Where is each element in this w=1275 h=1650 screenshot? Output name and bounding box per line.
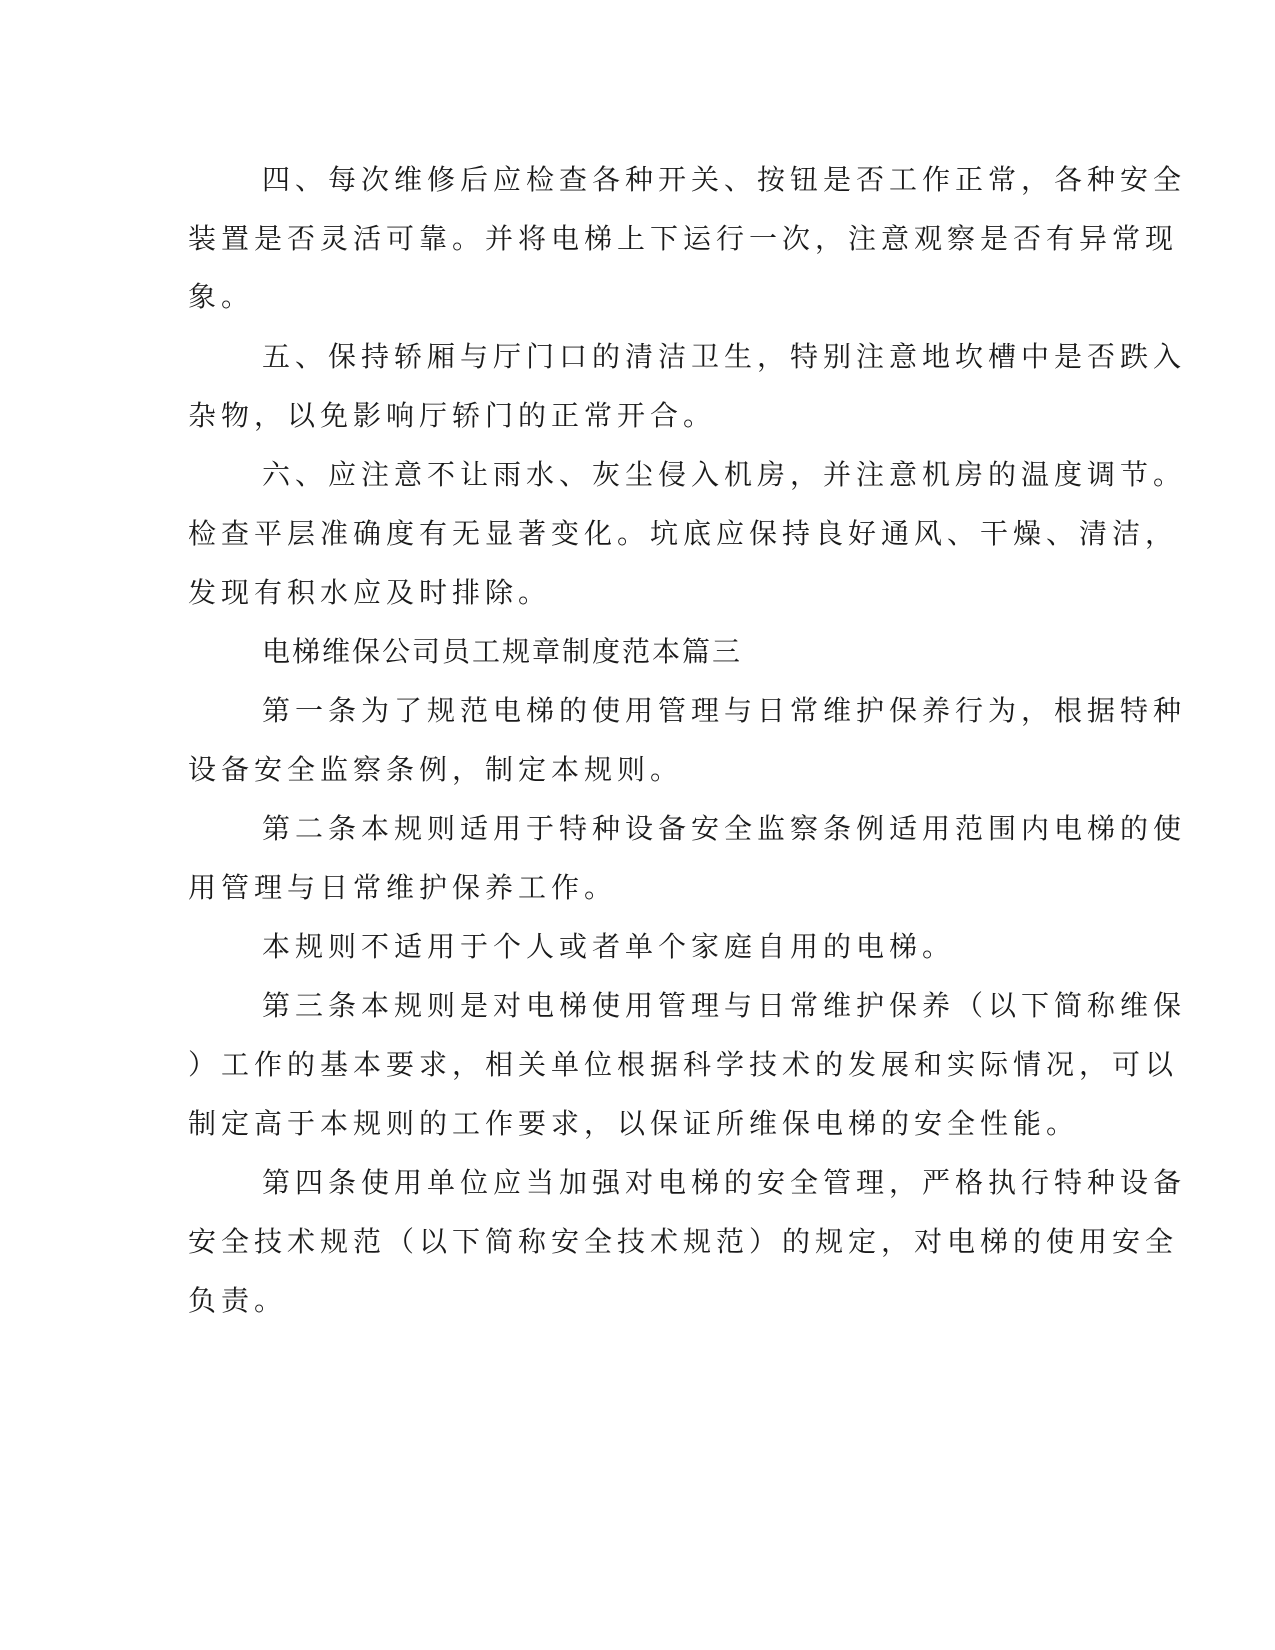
paragraph-line: 用管理与日常维护保养工作。: [188, 871, 618, 904]
paragraph-line: 检查平层准确度有无显著变化。坑底应保持良好通风、干燥、清洁，: [188, 517, 1179, 550]
paragraph-line: 六、应注意不让雨水、灰尘侵入机房，并注意机房的温度调节。: [262, 458, 1187, 491]
paragraph-line: 第三条本规则是对电梯使用管理与日常维护保养（以下简称维保: [262, 989, 1187, 1022]
paragraph-line: 第一条为了规范电梯的使用管理与日常维护保养行为，根据特种: [262, 694, 1187, 727]
paragraph-line: ）工作的基本要求，相关单位根据科学技术的发展和实际情况，可以: [188, 1048, 1179, 1081]
paragraph-line: 四、每次维修后应检查各种开关、按钮是否工作正常，各种安全: [262, 163, 1187, 196]
paragraph-line: 五、保持轿厢与厅门口的清洁卫生，特别注意地坎槽中是否跌入: [262, 340, 1187, 373]
paragraph-line: 象。: [188, 280, 255, 313]
paragraph-line: 设备安全监察条例，制定本规则。: [188, 753, 684, 786]
paragraph-line: 制定高于本规则的工作要求，以保证所维保电梯的安全性能。: [188, 1107, 1080, 1140]
paragraph-line: 本规则不适用于个人或者单个家庭自用的电梯。: [262, 930, 956, 963]
paragraph-line: 装置是否灵活可靠。并将电梯上下运行一次，注意观察是否有异常现: [188, 222, 1179, 255]
section-heading: 电梯维保公司员工规章制度范本篇三: [262, 635, 743, 668]
paragraph-line: 第二条本规则适用于特种设备安全监察条例适用范围内电梯的使: [262, 812, 1187, 845]
paragraph-line: 安全技术规范（以下简称安全技术规范）的规定，对电梯的使用安全: [188, 1225, 1179, 1258]
paragraph-line: 发现有积水应及时排除。: [188, 576, 552, 609]
paragraph-line: 负责。: [188, 1284, 288, 1317]
paragraph-line: 第四条使用单位应当加强对电梯的安全管理，严格执行特种设备: [262, 1166, 1187, 1199]
paragraph-line: 杂物，以免影响厅轿门的正常开合。: [188, 399, 717, 432]
